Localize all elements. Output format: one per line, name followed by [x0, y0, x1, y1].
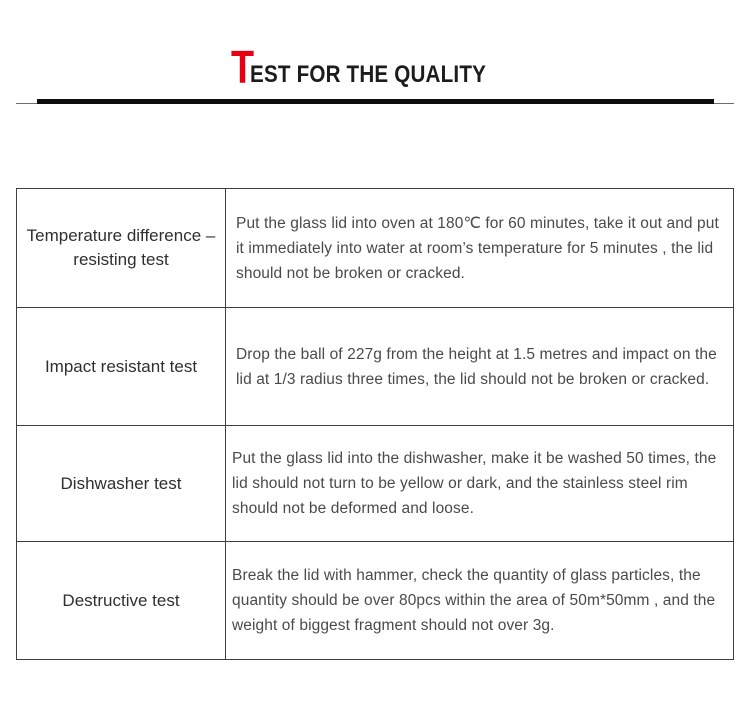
quality-test-table [16, 188, 734, 660]
test-name: Destructive test [62, 590, 180, 610]
test-name-cell [17, 426, 226, 542]
test-name-cell [17, 542, 226, 660]
table-row [17, 308, 734, 426]
test-description: Put the glass lid into the dishwasher, make it be washed 50 times, the lid should not turn to be yellow or dark, and the stainless steel rim should not be deformed and loose. [232, 450, 717, 517]
test-description: Put the glass lid into oven at 180℃ for 60 minutes, take it out and put it immediately into water at room’s temperature for 5 minutes , the lid should not be broken or cracked. [236, 214, 719, 282]
table-row [17, 426, 734, 542]
title-rest: EST FOR THE QUALITY [249, 61, 486, 88]
table-row [17, 189, 734, 308]
table-row [17, 542, 734, 660]
test-description-cell [226, 426, 734, 542]
test-name-cell [17, 189, 226, 308]
test-description: Break the lid with hammer, check the quantity of glass particles, the quantity should be over 80pcs within the area of 50m*50mm , and the weight of biggest fragment should not over 3g. [232, 567, 716, 634]
test-description-cell [226, 189, 734, 308]
test-description-cell [226, 308, 734, 426]
test-description-cell [226, 542, 734, 660]
title-first-letter: T [230, 41, 254, 93]
title-underline-thick [37, 99, 714, 104]
test-description: Drop the ball of 227g from the height at 1.5 metres and impact on the lid at 1/3 radius three times, the lid should not be broken or cracked. [236, 345, 717, 388]
test-name: Impact resistant test [44, 356, 198, 376]
test-name: Dishwasher test [60, 473, 182, 493]
test-name-cell [17, 308, 226, 426]
page-title [0, 41, 750, 93]
test-name: Temperature difference –resisting test [26, 226, 216, 269]
